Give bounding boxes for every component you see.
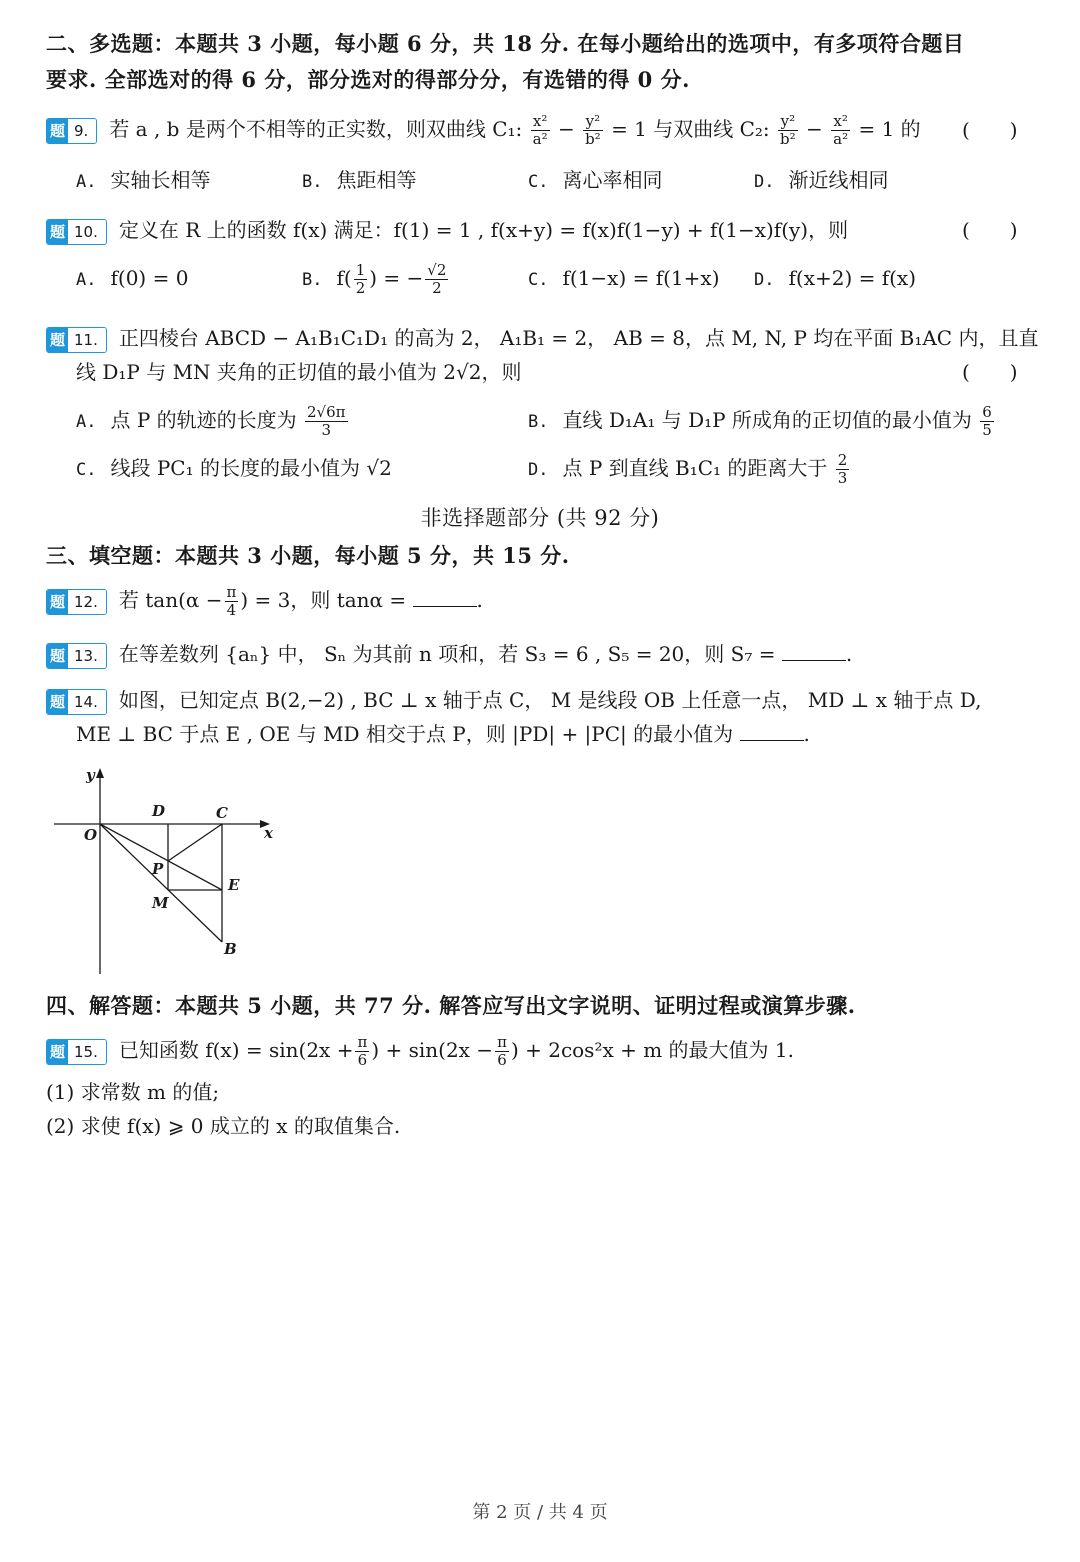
q12-badge: 题 12. [46,589,107,615]
q9-fraction-1: $\frac{\text{x²}}{\text{a²}}$ [532,112,548,148]
q11-stem-line1: 题 11. 正四棱台 ABCD − A₁B₁C₁D₁ 的高为 2， A₁B₁ = 2， AB = 8，点 M, N, P 均在平面 B₁AC 内，且直 [46,324,1038,353]
question-label-icon: 题 [47,119,68,143]
section2-heading-line2: 要求. 全部选对的得 6 分，部分选对的得部分分，有选错的得 0 分. [46,67,690,92]
q11-option-c: C. 线段 PC₁ 的长度的最小值为 √2 [76,456,392,480]
question-label-icon: 题 [47,220,68,244]
label-e: E [228,876,240,894]
q11-stem-line2: 线 D₁P 与 MN 夹角的正切值的最小值为 2√2，则 [76,360,522,384]
section3-heading: 三、填空题：本题共 3 小题，每小题 5 分，共 15 分. [46,543,570,568]
q11-badge: 题 11. [46,327,107,353]
q11-answer-paren: ( ) [962,360,1018,384]
segment-ob [100,824,222,942]
section4-heading: 四、解答题：本题共 5 小题，共 77 分. 解答应写出文字说明、证明过程或演算步骤. [46,993,856,1018]
q9-option-d: D. 渐近线相同 [754,168,889,192]
question-label-icon: 题 [47,590,68,614]
q11-option-b: B. 直线 D₁A₁ 与 D₁P 所成角的正切值的最小值为 $\frac{6}{5}$ [528,403,992,439]
q10-option-b: B. f( $\frac{1}{2}$ ) = − $\frac{√2}{2}$ [302,261,447,297]
q14-stem-line1: 题 14. 如图，已知定点 B(2,−2) , BC ⊥ x 轴于点 C， M 是线段 OB 上任意一点， MD ⊥ x 轴于点 D, [46,686,981,715]
segment-oe [100,824,222,890]
label-y: y [86,766,95,784]
label-p: P [152,860,164,878]
q12-stem: 题 12. 若 tan(α − $\frac{\pi}{4}$ ) = 3，则 tanα = . [46,580,483,620]
q10-badge: 题 10. [46,219,107,245]
section2-heading-line1: 二、多选题：本题共 3 小题，每小题 6 分，共 18 分. 在每小题给出的选项中，有多项符合题目 [46,31,965,56]
q9-option-b: B. 焦距相等 [302,168,417,192]
q15-stem: 题 15. 已知函数 f(x) = sin(2x + $\frac{\pi}{6}$ ) + sin(2x − $\frac{\pi}{6}$ ) + 2cos²x + m 的最大值为 1. [46,1030,794,1070]
q13-stem: 题 13. 在等差数列 {aₙ} 中， Sₙ 为其前 n 项和，若 S₃ = 6 , S₅ = 20，则 S₇ = . [46,640,852,669]
label-m: M [152,894,169,912]
q11-option-d: D. 点 P 到直线 B₁C₁ 的距离大于 $\frac{2}{3}$ [528,451,848,487]
q9-badge: 题 9. [46,118,97,144]
q9-fraction-2: $\frac{\text{y²}}{\text{b²}}$ [585,112,601,148]
q10-stem: 题 10. 定义在 R 上的函数 f(x) 满足：f(1) = 1 , f(x+y) = f(x)f(1−y) + f(1−x)f(y)，则 [46,216,848,245]
q15-part2: (2) 求使 f(x) ⩾ 0 成立的 x 的取值集合. [46,1114,401,1138]
label-d: D [152,802,166,820]
question-label-icon: 题 [47,644,68,668]
q10-option-a: A. f(0) = 0 [76,266,189,290]
q13-answer-blank[interactable] [782,640,846,661]
q15-badge: 题 15. [46,1039,107,1065]
q14-badge: 题 14. [46,689,107,715]
q10-answer-paren: ( ) [962,218,1018,242]
label-c: C [216,804,228,822]
label-o: O [84,826,98,844]
part2-title: 非选择题部分 (共 92 分) [420,506,660,530]
q9-stem: 题 9. 若 a , b 是两个不相等的正实数，则双曲线 C₁: $\frac{\text{x²}}{\text{a²}}$ − $\frac{\text{y²}}{\text{b²}}$ = 1 与双曲线 C₂: $\frac{\text{y²}}{\text{b²}}$ − $\frac{\text{x²}}{\text{a²}}$ = 1 的 [46,112,921,148]
q11-option-a: A. 点 P 的轨迹的长度为 $\frac{2√6\pi}{3}$ [76,403,346,439]
q9-fraction-3: $\frac{\text{y²}}{\text{b²}}$ [780,112,796,148]
question-label-icon: 题 [47,328,68,352]
q12-answer-blank[interactable] [413,586,477,607]
q13-badge: 题 13. [46,643,107,669]
page-footer: 第 2 页 / 共 4 页 [472,1502,608,1523]
label-b: B [224,940,237,958]
segment-pc [168,824,222,861]
q14-geometry-figure [50,764,290,978]
y-axis-arrow-icon [96,768,104,778]
question-label-icon: 题 [47,1040,68,1064]
q14-answer-blank[interactable] [740,720,804,741]
q9-answer-paren: ( ) [962,118,1018,142]
q9-option-c: C. 离心率相同 [528,168,663,192]
q9-option-a: A. 实轴长相等 [76,168,211,192]
q15-part1: (1) 求常数 m 的值; [46,1080,220,1104]
q9-fraction-4: $\frac{\text{x²}}{\text{a²}}$ [833,112,849,148]
q10-option-d: D. f(x+2) = f(x) [754,266,917,290]
question-label-icon: 题 [47,690,68,714]
q10-option-c: C. f(1−x) = f(1+x) [528,266,720,290]
q14-stem-line2: ME ⊥ BC 于点 E , OE 与 MD 相交于点 P，则 |PD| + |PC| 的最小值为 . [76,722,810,746]
label-x: x [264,824,273,842]
